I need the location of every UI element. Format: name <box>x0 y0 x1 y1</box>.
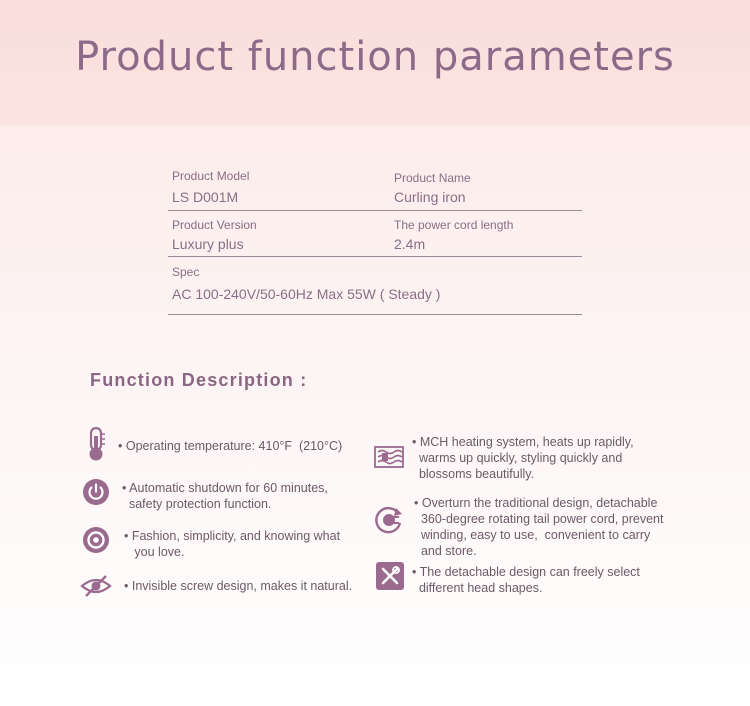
product-version-value: Luxury plus <box>172 236 244 252</box>
product-version-label: Product Version <box>172 218 257 232</box>
spec-row-model <box>168 162 582 211</box>
feature-detachable-cord-text: • Overturn the traditional design, detachable 360-degree rotating tail power cord, prevent winding, easy to use, convenient to carry and store. <box>414 496 664 558</box>
spec-label: Spec <box>172 265 200 279</box>
thermometer-icon <box>85 426 107 467</box>
spec-row-spec <box>168 257 582 315</box>
power-plug-rotate-icon <box>374 505 404 540</box>
eye-slash-icon <box>80 574 112 603</box>
function-description-title: Function Description : <box>90 370 308 390</box>
feature-mch-heating-text: • MCH heating system, heats up rapidly, warms up quickly, styling quickly and blossoms beautifully. <box>412 435 634 481</box>
spec-row-version <box>168 211 582 257</box>
cord-length-value: 2.4m <box>394 236 426 252</box>
feature-invisible-screw-text: • Invisible screw design, makes it natural. <box>124 579 353 593</box>
target-icon <box>82 526 110 559</box>
tools-icon <box>376 562 404 595</box>
feature-shutdown-text: • Automatic shutdown for 60 minutes, safety protection function. <box>122 481 328 511</box>
feature-fashion-text: • Fashion, simplicity, and knowing what you love. <box>124 529 341 559</box>
heating-coil-icon <box>374 446 404 473</box>
product-name-label: Product Name <box>394 171 471 185</box>
power-icon <box>82 478 110 511</box>
spec-value: AC 100-240V/50-60Hz Max 55W ( Steady ) <box>172 286 441 302</box>
product-model-value: LS D001M <box>172 189 239 205</box>
product-model-label: Product Model <box>172 169 250 183</box>
spec-table <box>168 162 582 315</box>
feature-detachable-head-text: • The detachable design can freely select different head shapes. <box>412 565 640 595</box>
feature-temperature-text: • Operating temperature: 410°F (210°C) <box>118 439 343 453</box>
product-name-value: Curling iron <box>394 189 466 205</box>
page-title: Product function parameters <box>75 34 675 80</box>
cord-length-label: The power cord length <box>394 218 514 232</box>
